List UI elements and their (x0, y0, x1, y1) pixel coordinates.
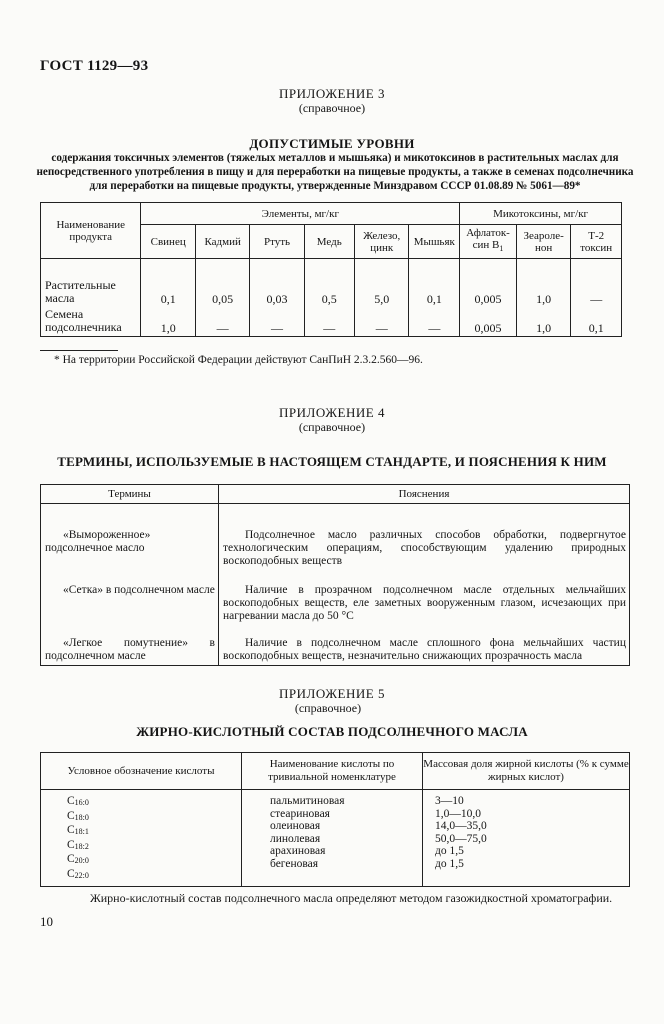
appendix5-note: (справочное) (294, 701, 362, 715)
header-col: Свинец (141, 225, 195, 259)
header-terms: Термины (41, 485, 219, 504)
table-row: Растительные масла 0,1 0,05 0,03 0,5 5,0 0,1 0,005 1,0 — (41, 259, 622, 309)
appendix3-subheading: содержания токсичных элементов (тяжелых металлов и мышьяка) и микотоксинов в растительных маслах для непосредственного употребления в пищу и для переработки на пищевые продукты, а также в семенах подсолнечника для переработки на пищевые продукты, утвержденные Минздравом СССР 01.08.89 № 5061—89* (36, 152, 634, 192)
toxic-levels-table (40, 202, 622, 337)
table-row: Семена подсолнечника 1,0 — — — — — 0,005 1,0 0,1 (41, 308, 622, 337)
header-name: Наименование кислоты по тривиальной номенклатуре (242, 753, 423, 790)
header-col-aflatoxin: Афлаток-син $В_1$ (460, 225, 517, 259)
appendix4-title: ПРИЛОЖЕНИЕ 4 (279, 405, 385, 420)
acid-symbols: $C_{16:0}$ $C_{18:0}$ $C_{18:1}$ $C_{18:2}$ $C_{20:0}$ $C_{22:0}$ (41, 790, 242, 887)
appendix3-note: (справочное) (298, 101, 366, 115)
footnote-divider (40, 350, 118, 351)
header-col: Медь (304, 225, 354, 259)
terms-table (40, 484, 630, 666)
header-col: Мышьяк (409, 225, 460, 259)
header-col: Зеароле-нон (516, 225, 571, 259)
acid-mass-fractions: 3—10 1,0—10,0 14,0—35,0 50,0—75,0 до 1,5 до 1,5 (423, 790, 630, 887)
appendix4-heading: ТЕРМИНЫ, ИСПОЛЬЗУЕМЫЕ В НАСТОЯЩЕМ СТАНДАРТЕ, И ПОЯСНЕНИЯ К НИМ (57, 454, 607, 469)
appendix3-title: ПРИЛОЖЕНИЕ 3 (279, 86, 385, 101)
appendix5-title: ПРИЛОЖЕНИЕ 5 (279, 686, 385, 701)
header-mycotoxins: Микотоксины, мг/кг (460, 203, 622, 225)
header-product: Наименование продукта (41, 203, 141, 259)
table-row: «Вымороженное» подсолнечное масло Подсолнечное масло различных способов обработки, подвергнутое технологическим операциям, способствующим удалению природных воскоподобных веществ (41, 504, 630, 569)
gost-header: ГОСТ 1129—93 (40, 58, 149, 74)
table-row: «Легкое помутнение» в подсолнечном масле Наличие в подсолнечном масле сплошного фона мельчайших частиц воскоподобных веществ, незначительно снижающих прозрачность масла (41, 623, 630, 666)
header-explanations: Пояснения (219, 485, 630, 504)
footnote: * На территории Российской Федерации действуют СанПиН 2.3.2.560—96. (54, 354, 423, 366)
table-row (41, 790, 630, 887)
header-col: Кадмий (195, 225, 250, 259)
header-col: Ртуть (250, 225, 304, 259)
fatty-acid-table (40, 752, 630, 887)
final-note: Жирно-кислотный состав подсолнечного масла определяют методом газожидкостной хроматографии. (90, 891, 613, 905)
header-col: Железо, цинк (354, 225, 409, 259)
appendix5-heading: ЖИРНО-КИСЛОТНЫЙ СОСТАВ ПОДСОЛНЕЧНОГО МАСЛА (136, 724, 528, 739)
appendix4-note: (справочное) (298, 420, 366, 434)
header-mass: Массовая доля жирной кислоты (% к сумме жирных кислот) (423, 753, 630, 790)
header-elements: Элементы, мг/кг (141, 203, 460, 225)
acid-names: пальмитиновая стеариновая олеиновая линолевая арахиновая бегеновая (242, 790, 423, 887)
page-number: 10 (40, 914, 53, 929)
table-row: «Сетка» в подсолнечном масле Наличие в прозрачном подсолнечном масле отдельных мельчайших воскоподобных веществ, еле заметных вооруженным глазом, исчезающих при нагревании масла до 50 °С (41, 568, 630, 623)
header-symbol: Условное обозначение кислоты (41, 753, 242, 790)
header-col: Т-2 токсин (571, 225, 622, 259)
appendix3-heading: ДОПУСТИМЫЕ УРОВНИ (249, 136, 415, 151)
